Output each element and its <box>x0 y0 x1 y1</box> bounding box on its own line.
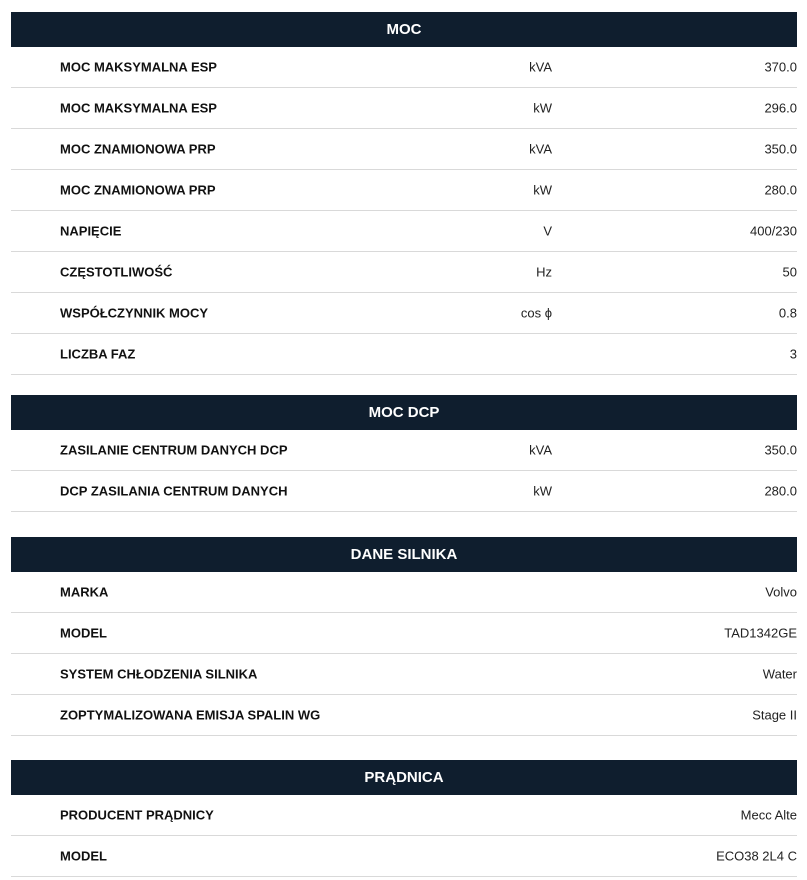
section-header: MOC <box>11 12 797 47</box>
spec-unit: Hz <box>536 264 552 280</box>
spec-unit: kVA <box>529 59 552 75</box>
spec-value: 0.8 <box>778 305 797 321</box>
spec-row <box>11 88 797 129</box>
spec-row <box>11 252 797 293</box>
spec-label: MOC ZNAMIONOWA PRP <box>60 141 216 157</box>
spec-row <box>11 430 797 471</box>
spec-row <box>11 170 797 211</box>
spec-row <box>11 293 797 334</box>
spec-row <box>11 695 797 736</box>
section-pradnica <box>11 760 797 877</box>
spec-label: DCP ZASILANIA CENTRUM DANYCH <box>60 483 288 499</box>
section-header: MOC DCP <box>11 395 797 430</box>
section-moc <box>11 12 797 375</box>
spec-value: Water <box>762 666 797 682</box>
section-dane-silnika <box>11 537 797 736</box>
spec-row <box>11 334 797 375</box>
spec-value: 400/230 <box>750 223 797 239</box>
spec-value: TAD1342GE <box>724 625 797 641</box>
spec-unit: cos ϕ <box>520 305 552 321</box>
spec-label: MOC MAKSYMALNA ESP <box>60 59 217 75</box>
spec-row <box>11 654 797 695</box>
spec-row <box>11 47 797 88</box>
spec-row <box>11 211 797 252</box>
section-header: PRĄDNICA <box>11 760 797 795</box>
spec-row <box>11 613 797 654</box>
spec-value: 3 <box>789 346 797 362</box>
spec-value: 50 <box>782 264 797 280</box>
spec-value: 350.0 <box>764 141 797 157</box>
spec-label: MODEL <box>60 625 107 641</box>
spec-label: MODEL <box>60 848 107 864</box>
spec-label: SYSTEM CHŁODZENIA SILNIKA <box>60 666 258 682</box>
spec-row <box>11 795 797 836</box>
spec-label: MOC ZNAMIONOWA PRP <box>60 182 216 198</box>
spec-row <box>11 471 797 512</box>
spec-unit: V <box>543 223 552 239</box>
spec-value: 296.0 <box>764 100 797 116</box>
spec-label: MOC MAKSYMALNA ESP <box>60 100 217 116</box>
spec-label: ZASILANIE CENTRUM DANYCH DCP <box>60 442 288 458</box>
section-header: DANE SILNIKA <box>11 537 797 572</box>
spec-unit: kVA <box>529 141 552 157</box>
spec-label: CZĘSTOTLIWOŚĆ <box>60 264 173 280</box>
spec-label: NAPIĘCIE <box>60 223 122 239</box>
spec-row <box>11 836 797 877</box>
spec-value: Stage II <box>752 707 797 723</box>
spec-unit: kVA <box>529 442 552 458</box>
spec-label: MARKA <box>60 584 109 600</box>
spec-unit: kW <box>533 182 552 198</box>
spec-unit: kW <box>533 100 552 116</box>
spec-value: ECO38 2L4 C <box>716 848 797 864</box>
spec-value: Mecc Alte <box>740 807 797 823</box>
spec-unit: kW <box>533 483 552 499</box>
spec-value: Volvo <box>765 584 797 600</box>
spec-label: ZOPTYMALIZOWANA EMISJA SPALIN WG <box>60 707 321 723</box>
spec-label: WSPÓŁCZYNNIK MOCY <box>60 305 209 321</box>
spec-value: 280.0 <box>764 483 797 499</box>
section-moc-dcp <box>11 395 797 512</box>
spec-row <box>11 572 797 613</box>
spec-value: 370.0 <box>764 59 797 75</box>
spec-label: LICZBA FAZ <box>60 346 136 362</box>
spec-value: 350.0 <box>764 442 797 458</box>
spec-row <box>11 129 797 170</box>
spec-value: 280.0 <box>764 182 797 198</box>
spec-label: PRODUCENT PRĄDNICY <box>60 807 214 823</box>
